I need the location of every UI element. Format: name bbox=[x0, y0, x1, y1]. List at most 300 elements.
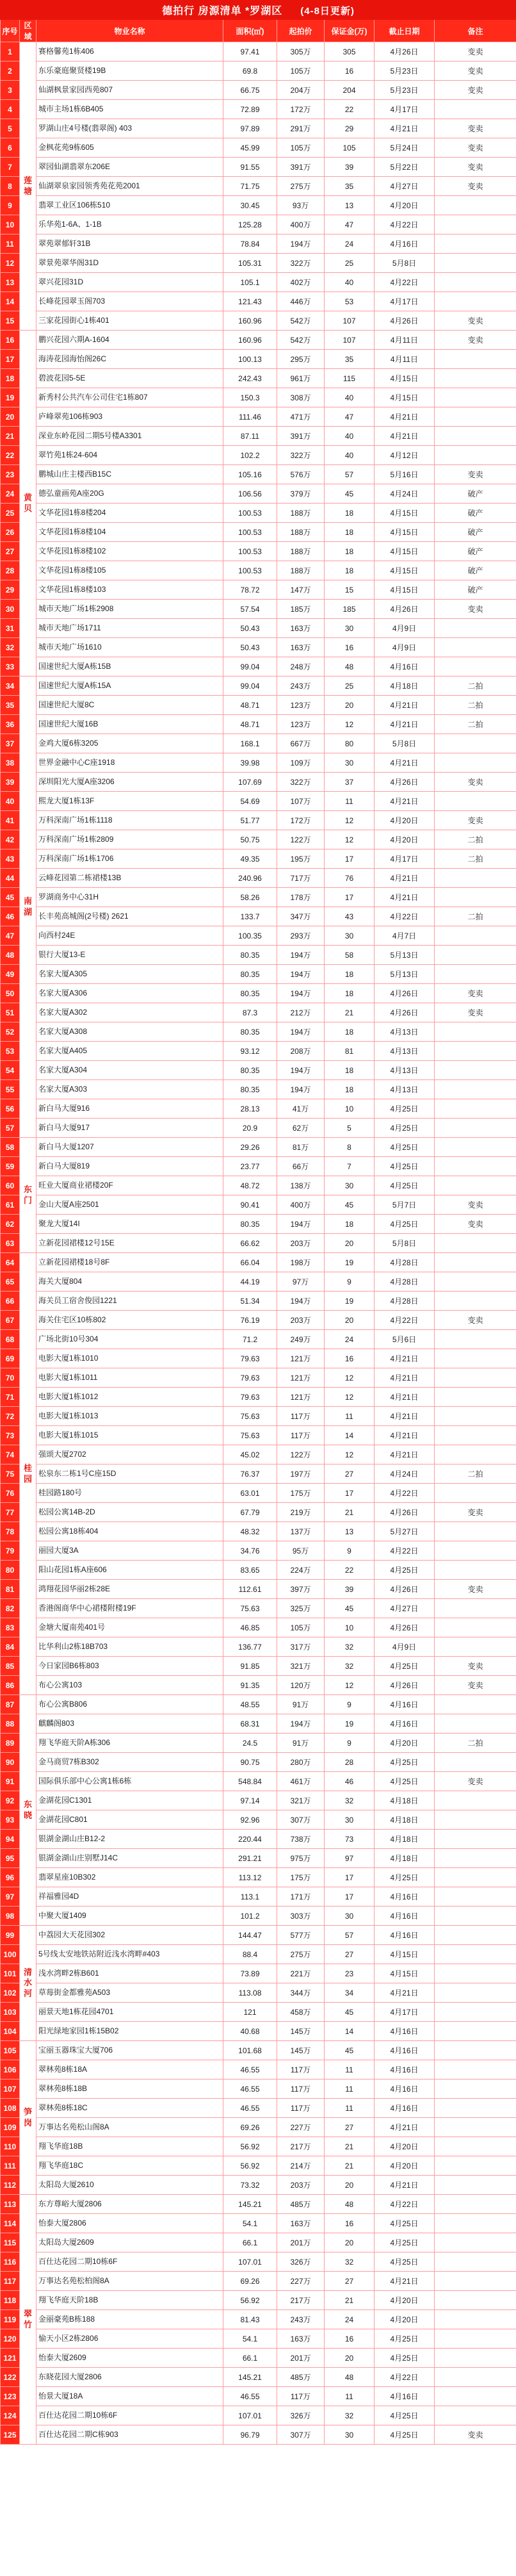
start-price-cell: 400万 bbox=[277, 1195, 325, 1215]
deposit-cell: 18 bbox=[325, 1061, 375, 1080]
property-name: 浅水湾畔2栋B601 bbox=[36, 1964, 223, 1983]
property-name: 电影大厦1栋1010 bbox=[36, 1349, 223, 1368]
deadline-cell: 4月15日 bbox=[375, 542, 435, 561]
row-number: 24 bbox=[1, 484, 20, 504]
area-cell: 100.35 bbox=[223, 926, 277, 946]
row-number: 65 bbox=[1, 1272, 20, 1292]
start-price-cell: 117万 bbox=[277, 2387, 325, 2406]
start-price-cell: 195万 bbox=[277, 849, 325, 869]
deadline-cell: 4月22日 bbox=[375, 1484, 435, 1503]
area-cell: 88.4 bbox=[223, 1945, 277, 1964]
table-row bbox=[1, 1099, 516, 1119]
area-cell: 75.63 bbox=[223, 1407, 277, 1426]
deadline-cell: 4月15日 bbox=[375, 523, 435, 542]
property-name: 翠林苑8栋18B bbox=[36, 2080, 223, 2099]
property-name: 金湖花园C1301 bbox=[36, 1791, 223, 1810]
row-number: 90 bbox=[1, 1753, 20, 1772]
deposit-cell: 17 bbox=[325, 1484, 375, 1503]
deadline-cell: 4月16日 bbox=[375, 1907, 435, 1926]
remark-cell: 破产 bbox=[435, 504, 516, 523]
deadline-cell: 4月21日 bbox=[375, 2272, 435, 2291]
table-row bbox=[1, 619, 516, 638]
remark-cell bbox=[435, 792, 516, 811]
row-number: 35 bbox=[1, 696, 20, 715]
property-name: 金枫花苑9栋605 bbox=[36, 138, 223, 158]
table-row bbox=[1, 600, 516, 619]
remark-cell bbox=[435, 196, 516, 215]
area-cell: 80.35 bbox=[223, 965, 277, 984]
start-price-cell: 105万 bbox=[277, 138, 325, 158]
deadline-cell: 4月11日 bbox=[375, 331, 435, 350]
remark-cell: 二拍 bbox=[435, 907, 516, 926]
start-price-cell: 321万 bbox=[277, 1791, 325, 1810]
remark-cell bbox=[435, 1810, 516, 1830]
deadline-cell: 4月20日 bbox=[375, 2156, 435, 2176]
table-row bbox=[1, 2233, 516, 2252]
area-cell: 99.04 bbox=[223, 677, 277, 696]
remark-cell bbox=[435, 2329, 516, 2349]
deposit-cell: 45 bbox=[325, 1599, 375, 1618]
property-name: 旺业大厦商业裙楼20F bbox=[36, 1176, 223, 1195]
row-number: 57 bbox=[1, 1119, 20, 1138]
table-row bbox=[1, 465, 516, 484]
property-name: 翠林苑8栋18C bbox=[36, 2099, 223, 2118]
table-row bbox=[1, 2272, 516, 2291]
deposit-cell: 58 bbox=[325, 946, 375, 965]
start-price-cell: 379万 bbox=[277, 484, 325, 504]
remark-cell bbox=[435, 1599, 516, 1618]
deposit-cell: 32 bbox=[325, 1791, 375, 1810]
area-cell: 79.63 bbox=[223, 1349, 277, 1368]
start-price-cell: 201万 bbox=[277, 2233, 325, 2252]
remark-cell bbox=[435, 1022, 516, 1042]
col-header-district: 区域 bbox=[20, 20, 36, 42]
row-number: 36 bbox=[1, 715, 20, 734]
deposit-cell: 81 bbox=[325, 1042, 375, 1061]
row-number: 80 bbox=[1, 1561, 20, 1580]
start-price-cell: 738万 bbox=[277, 1830, 325, 1849]
area-cell: 96.79 bbox=[223, 2425, 277, 2445]
property-name: 立新花园裙楼18号8F bbox=[36, 1253, 223, 1272]
property-name: 文华花园1栋8楼103 bbox=[36, 580, 223, 600]
start-price-cell: 307万 bbox=[277, 1810, 325, 1830]
row-number: 103 bbox=[1, 2003, 20, 2022]
area-cell: 80.35 bbox=[223, 1022, 277, 1042]
area-cell: 71.75 bbox=[223, 177, 277, 196]
deadline-cell: 4月18日 bbox=[375, 677, 435, 696]
area-cell: 133.7 bbox=[223, 907, 277, 926]
remark-cell bbox=[435, 619, 516, 638]
table-row bbox=[1, 1042, 516, 1061]
area-cell: 100.53 bbox=[223, 561, 277, 580]
deposit-cell: 12 bbox=[325, 1388, 375, 1407]
deposit-cell: 20 bbox=[325, 2233, 375, 2252]
start-price-cell: 322万 bbox=[277, 446, 325, 465]
deadline-cell: 4月25日 bbox=[375, 2425, 435, 2445]
deadline-cell: 4月25日 bbox=[375, 1157, 435, 1176]
table-row bbox=[1, 1330, 516, 1349]
table-row bbox=[1, 638, 516, 657]
area-cell: 44.19 bbox=[223, 1272, 277, 1292]
remark-cell bbox=[435, 100, 516, 119]
table-row bbox=[1, 2349, 516, 2368]
property-name: 银行大厦13-E bbox=[36, 946, 223, 965]
deposit-cell: 21 bbox=[325, 1003, 375, 1022]
start-price-cell: 347万 bbox=[277, 907, 325, 926]
remark-cell bbox=[435, 1234, 516, 1253]
deposit-cell: 39 bbox=[325, 1580, 375, 1599]
deadline-cell: 4月15日 bbox=[375, 1964, 435, 1983]
start-price-cell: 175万 bbox=[277, 1868, 325, 1887]
deposit-cell: 17 bbox=[325, 888, 375, 907]
table-row bbox=[1, 696, 516, 715]
table-row bbox=[1, 1734, 516, 1753]
area-cell: 100.13 bbox=[223, 350, 277, 369]
deposit-cell: 40 bbox=[325, 427, 375, 446]
deposit-cell: 57 bbox=[325, 465, 375, 484]
deadline-cell: 4月25日 bbox=[375, 2233, 435, 2252]
start-price-cell: 138万 bbox=[277, 1176, 325, 1195]
start-price-cell: 188万 bbox=[277, 504, 325, 523]
property-name: 金湖花园C801 bbox=[36, 1810, 223, 1830]
area-cell: 28.13 bbox=[223, 1099, 277, 1119]
deposit-cell: 40 bbox=[325, 273, 375, 292]
remark-cell: 破产 bbox=[435, 523, 516, 542]
property-name: 文华花园1栋8楼204 bbox=[36, 504, 223, 523]
deadline-cell: 4月22日 bbox=[375, 2195, 435, 2214]
area-cell: 242.43 bbox=[223, 369, 277, 388]
column-header-row bbox=[1, 20, 516, 42]
remark-cell: 变卖 bbox=[435, 138, 516, 158]
table-row bbox=[1, 869, 516, 888]
table-row bbox=[1, 234, 516, 254]
table-row bbox=[1, 369, 516, 388]
area-cell: 144.47 bbox=[223, 1926, 277, 1945]
property-name: 太阳岛大厦2609 bbox=[36, 2233, 223, 2252]
deadline-cell: 4月28日 bbox=[375, 1272, 435, 1292]
deposit-cell: 53 bbox=[325, 292, 375, 311]
property-name: 阳光绿地家园1栋15B02 bbox=[36, 2022, 223, 2041]
remark-cell bbox=[435, 2137, 516, 2156]
table-row bbox=[1, 984, 516, 1003]
remark-cell bbox=[435, 1272, 516, 1292]
area-cell: 69.26 bbox=[223, 2118, 277, 2137]
start-price-cell: 577万 bbox=[277, 1926, 325, 1945]
property-name: 三家花园街心1栋401 bbox=[36, 311, 223, 331]
property-name: 长丰苑高城阁(2号楼) 2621 bbox=[36, 907, 223, 926]
remark-cell bbox=[435, 292, 516, 311]
remark-cell bbox=[435, 1484, 516, 1503]
property-name: 怡泰大厦2609 bbox=[36, 2349, 223, 2368]
area-cell: 39.98 bbox=[223, 753, 277, 773]
remark-cell bbox=[435, 1637, 516, 1657]
deadline-cell: 4月22日 bbox=[375, 2368, 435, 2387]
deadline-cell: 4月27日 bbox=[375, 177, 435, 196]
property-name: 桂园路180号 bbox=[36, 1484, 223, 1503]
table-row bbox=[1, 1522, 516, 1541]
start-price-cell: 322万 bbox=[277, 254, 325, 273]
deadline-cell: 4月15日 bbox=[375, 1945, 435, 1964]
deadline-cell: 4月25日 bbox=[375, 1176, 435, 1195]
start-price-cell: 307万 bbox=[277, 2425, 325, 2445]
area-cell: 101.2 bbox=[223, 1907, 277, 1926]
remark-cell bbox=[435, 350, 516, 369]
deposit-cell: 9 bbox=[325, 1272, 375, 1292]
property-name: 名家大厦A306 bbox=[36, 984, 223, 1003]
table-row bbox=[1, 1561, 516, 1580]
update-note: (4-8日更新) bbox=[300, 6, 355, 17]
start-price-cell: 147万 bbox=[277, 580, 325, 600]
deposit-cell: 18 bbox=[325, 561, 375, 580]
deposit-cell: 11 bbox=[325, 792, 375, 811]
table-row bbox=[1, 1907, 516, 1926]
area-cell: 160.96 bbox=[223, 311, 277, 331]
start-price-cell: 542万 bbox=[277, 331, 325, 350]
row-number: 75 bbox=[1, 1464, 20, 1484]
table-row bbox=[1, 677, 516, 696]
remark-cell bbox=[435, 1119, 516, 1138]
property-name: 国速世纪大厦A栋15A bbox=[36, 677, 223, 696]
start-price-cell: 400万 bbox=[277, 215, 325, 234]
start-price-cell: 308万 bbox=[277, 388, 325, 407]
area-cell: 125.28 bbox=[223, 215, 277, 234]
remark-cell bbox=[435, 2214, 516, 2233]
start-price-cell: 325万 bbox=[277, 1599, 325, 1618]
remark-cell: 变卖 bbox=[435, 331, 516, 350]
deadline-cell: 4月21日 bbox=[375, 1445, 435, 1464]
deposit-cell: 11 bbox=[325, 1407, 375, 1426]
row-number: 86 bbox=[1, 1676, 20, 1695]
area-cell: 121.43 bbox=[223, 292, 277, 311]
area-cell: 66.1 bbox=[223, 2233, 277, 2252]
row-number: 122 bbox=[1, 2368, 20, 2387]
area-cell: 58.26 bbox=[223, 888, 277, 907]
area-cell: 56.92 bbox=[223, 2291, 277, 2310]
remark-cell bbox=[435, 1445, 516, 1464]
area-cell: 87.3 bbox=[223, 1003, 277, 1022]
remark-cell bbox=[435, 1042, 516, 1061]
start-price-cell: 280万 bbox=[277, 1753, 325, 1772]
deposit-cell: 11 bbox=[325, 2060, 375, 2080]
table-row bbox=[1, 1215, 516, 1234]
remark-cell: 变卖 bbox=[435, 1676, 516, 1695]
remark-cell bbox=[435, 638, 516, 657]
remark-cell bbox=[435, 888, 516, 907]
area-cell: 548.84 bbox=[223, 1772, 277, 1791]
remark-cell bbox=[435, 1926, 516, 1945]
deposit-cell: 10 bbox=[325, 1618, 375, 1637]
deposit-cell: 107 bbox=[325, 311, 375, 331]
remark-cell: 二拍 bbox=[435, 696, 516, 715]
table-row bbox=[1, 1272, 516, 1292]
deadline-cell: 4月21日 bbox=[375, 1407, 435, 1426]
row-number: 67 bbox=[1, 1311, 20, 1330]
area-cell: 67.79 bbox=[223, 1503, 277, 1522]
table-row bbox=[1, 1445, 516, 1464]
area-cell: 80.35 bbox=[223, 1080, 277, 1099]
remark-cell bbox=[435, 1426, 516, 1445]
table-row bbox=[1, 1503, 516, 1522]
remark-cell: 破产 bbox=[435, 484, 516, 504]
property-name: 宝丽玉器珠宝大厦706 bbox=[36, 2041, 223, 2060]
col-header-name: 物业名称 bbox=[36, 20, 223, 42]
deposit-cell: 34 bbox=[325, 1983, 375, 2003]
deadline-cell: 4月21日 bbox=[375, 1983, 435, 2003]
property-name: 松泉东二栋1号C座15D bbox=[36, 1464, 223, 1484]
table-row bbox=[1, 2368, 516, 2387]
deadline-cell: 4月25日 bbox=[375, 2214, 435, 2233]
deadline-cell: 4月25日 bbox=[375, 2252, 435, 2272]
remark-cell bbox=[435, 2368, 516, 2387]
deadline-cell: 4月21日 bbox=[375, 119, 435, 138]
deposit-cell: 17 bbox=[325, 1868, 375, 1887]
row-number: 3 bbox=[1, 81, 20, 100]
row-number: 125 bbox=[1, 2425, 20, 2445]
start-price-cell: 188万 bbox=[277, 542, 325, 561]
deposit-cell: 37 bbox=[325, 773, 375, 792]
remark-cell bbox=[435, 2176, 516, 2195]
table-row bbox=[1, 292, 516, 311]
start-price-cell: 975万 bbox=[277, 1849, 325, 1868]
remark-cell bbox=[435, 1349, 516, 1368]
table-row bbox=[1, 1292, 516, 1311]
start-price-cell: 117万 bbox=[277, 2060, 325, 2080]
deposit-cell: 24 bbox=[325, 1330, 375, 1349]
deadline-cell: 4月25日 bbox=[375, 1099, 435, 1119]
table-row bbox=[1, 1368, 516, 1388]
row-number: 113 bbox=[1, 2195, 20, 2214]
area-cell: 102.2 bbox=[223, 446, 277, 465]
deposit-cell: 18 bbox=[325, 984, 375, 1003]
deadline-cell: 4月18日 bbox=[375, 1810, 435, 1830]
start-price-cell: 961万 bbox=[277, 369, 325, 388]
remark-cell bbox=[435, 215, 516, 234]
table-row bbox=[1, 830, 516, 849]
property-name: 名家大厦A304 bbox=[36, 1061, 223, 1080]
deposit-cell: 7 bbox=[325, 1157, 375, 1176]
area-cell: 57.54 bbox=[223, 600, 277, 619]
start-price-cell: 461万 bbox=[277, 1772, 325, 1791]
deposit-cell: 18 bbox=[325, 542, 375, 561]
area-cell: 113.12 bbox=[223, 1868, 277, 1887]
row-number: 58 bbox=[1, 1138, 20, 1157]
deposit-cell: 45 bbox=[325, 2003, 375, 2022]
row-number: 112 bbox=[1, 2176, 20, 2195]
deposit-cell: 12 bbox=[325, 1676, 375, 1695]
property-name: 海关住宅区10栋802 bbox=[36, 1311, 223, 1330]
table-row bbox=[1, 2118, 516, 2137]
property-name: 名家大厦A308 bbox=[36, 1022, 223, 1042]
start-price-cell: 249万 bbox=[277, 1330, 325, 1349]
table-row bbox=[1, 2291, 516, 2310]
start-price-cell: 107万 bbox=[277, 792, 325, 811]
start-price-cell: 123万 bbox=[277, 696, 325, 715]
property-name: 深圳阳光大厦A座3206 bbox=[36, 773, 223, 792]
property-name: 国速世纪大厦A栋15B bbox=[36, 657, 223, 677]
row-number: 19 bbox=[1, 388, 20, 407]
row-number: 87 bbox=[1, 1695, 20, 1714]
row-number: 18 bbox=[1, 369, 20, 388]
deadline-cell: 4月25日 bbox=[375, 1772, 435, 1791]
area-cell: 145.21 bbox=[223, 2195, 277, 2214]
area-cell: 56.92 bbox=[223, 2137, 277, 2156]
property-name: 金马商贸7栋B302 bbox=[36, 1753, 223, 1772]
remark-cell bbox=[435, 2118, 516, 2137]
table-row bbox=[1, 753, 516, 773]
remark-cell bbox=[435, 1138, 516, 1157]
table-row bbox=[1, 1580, 516, 1599]
remark-cell bbox=[435, 2022, 516, 2041]
row-number: 73 bbox=[1, 1426, 20, 1445]
deadline-cell: 4月26日 bbox=[375, 773, 435, 792]
property-name: 布心公寓B806 bbox=[36, 1695, 223, 1714]
deposit-cell: 19 bbox=[325, 1714, 375, 1734]
property-name: 立新花园裙楼12号15E bbox=[36, 1234, 223, 1253]
row-number: 15 bbox=[1, 311, 20, 331]
property-name: 城市天地广场1栋2908 bbox=[36, 600, 223, 619]
row-number: 14 bbox=[1, 292, 20, 311]
remark-cell bbox=[435, 1868, 516, 1887]
deadline-cell: 4月20日 bbox=[375, 196, 435, 215]
deadline-cell: 4月25日 bbox=[375, 1868, 435, 1887]
remark-cell: 二拍 bbox=[435, 830, 516, 849]
table-row bbox=[1, 2387, 516, 2406]
deadline-cell: 4月20日 bbox=[375, 811, 435, 830]
start-price-cell: 66万 bbox=[277, 1157, 325, 1176]
deposit-cell: 22 bbox=[325, 1561, 375, 1580]
table-row bbox=[1, 254, 516, 273]
table-row bbox=[1, 1138, 516, 1157]
property-name: 翔飞华庭18C bbox=[36, 2156, 223, 2176]
deadline-cell: 4月21日 bbox=[375, 1426, 435, 1445]
deadline-cell: 5月22日 bbox=[375, 158, 435, 177]
remark-cell bbox=[435, 1157, 516, 1176]
area-cell: 30.45 bbox=[223, 196, 277, 215]
start-price-cell: 227万 bbox=[277, 2272, 325, 2291]
title-bar bbox=[1, 1, 516, 20]
start-price-cell: 109万 bbox=[277, 753, 325, 773]
deadline-cell: 4月25日 bbox=[375, 2406, 435, 2425]
deposit-cell: 11 bbox=[325, 2080, 375, 2099]
row-number: 61 bbox=[1, 1195, 20, 1215]
area-cell: 68.31 bbox=[223, 1714, 277, 1734]
row-number: 10 bbox=[1, 215, 20, 234]
start-price-cell: 122万 bbox=[277, 1445, 325, 1464]
start-price-cell: 194万 bbox=[277, 984, 325, 1003]
deadline-cell: 5月24日 bbox=[375, 138, 435, 158]
row-number: 116 bbox=[1, 2252, 20, 2272]
deadline-cell: 5月8日 bbox=[375, 254, 435, 273]
table-row bbox=[1, 2003, 516, 2022]
deadline-cell: 4月21日 bbox=[375, 407, 435, 427]
start-price-cell: 397万 bbox=[277, 1580, 325, 1599]
deposit-cell: 19 bbox=[325, 1253, 375, 1272]
col-header-price: 起拍价 bbox=[277, 20, 325, 42]
table-row bbox=[1, 119, 516, 138]
deposit-cell: 97 bbox=[325, 1849, 375, 1868]
start-price-cell: 194万 bbox=[277, 1215, 325, 1234]
start-price-cell: 81万 bbox=[277, 1138, 325, 1157]
deadline-cell: 4月21日 bbox=[375, 696, 435, 715]
row-number: 81 bbox=[1, 1580, 20, 1599]
remark-cell bbox=[435, 1561, 516, 1580]
property-name: 中荔园大天花园302 bbox=[36, 1926, 223, 1945]
deposit-cell: 16 bbox=[325, 2329, 375, 2349]
deadline-cell: 4月26日 bbox=[375, 984, 435, 1003]
deposit-cell: 11 bbox=[325, 2099, 375, 2118]
deadline-cell: 4月16日 bbox=[375, 1887, 435, 1907]
deadline-cell: 4月25日 bbox=[375, 2329, 435, 2349]
